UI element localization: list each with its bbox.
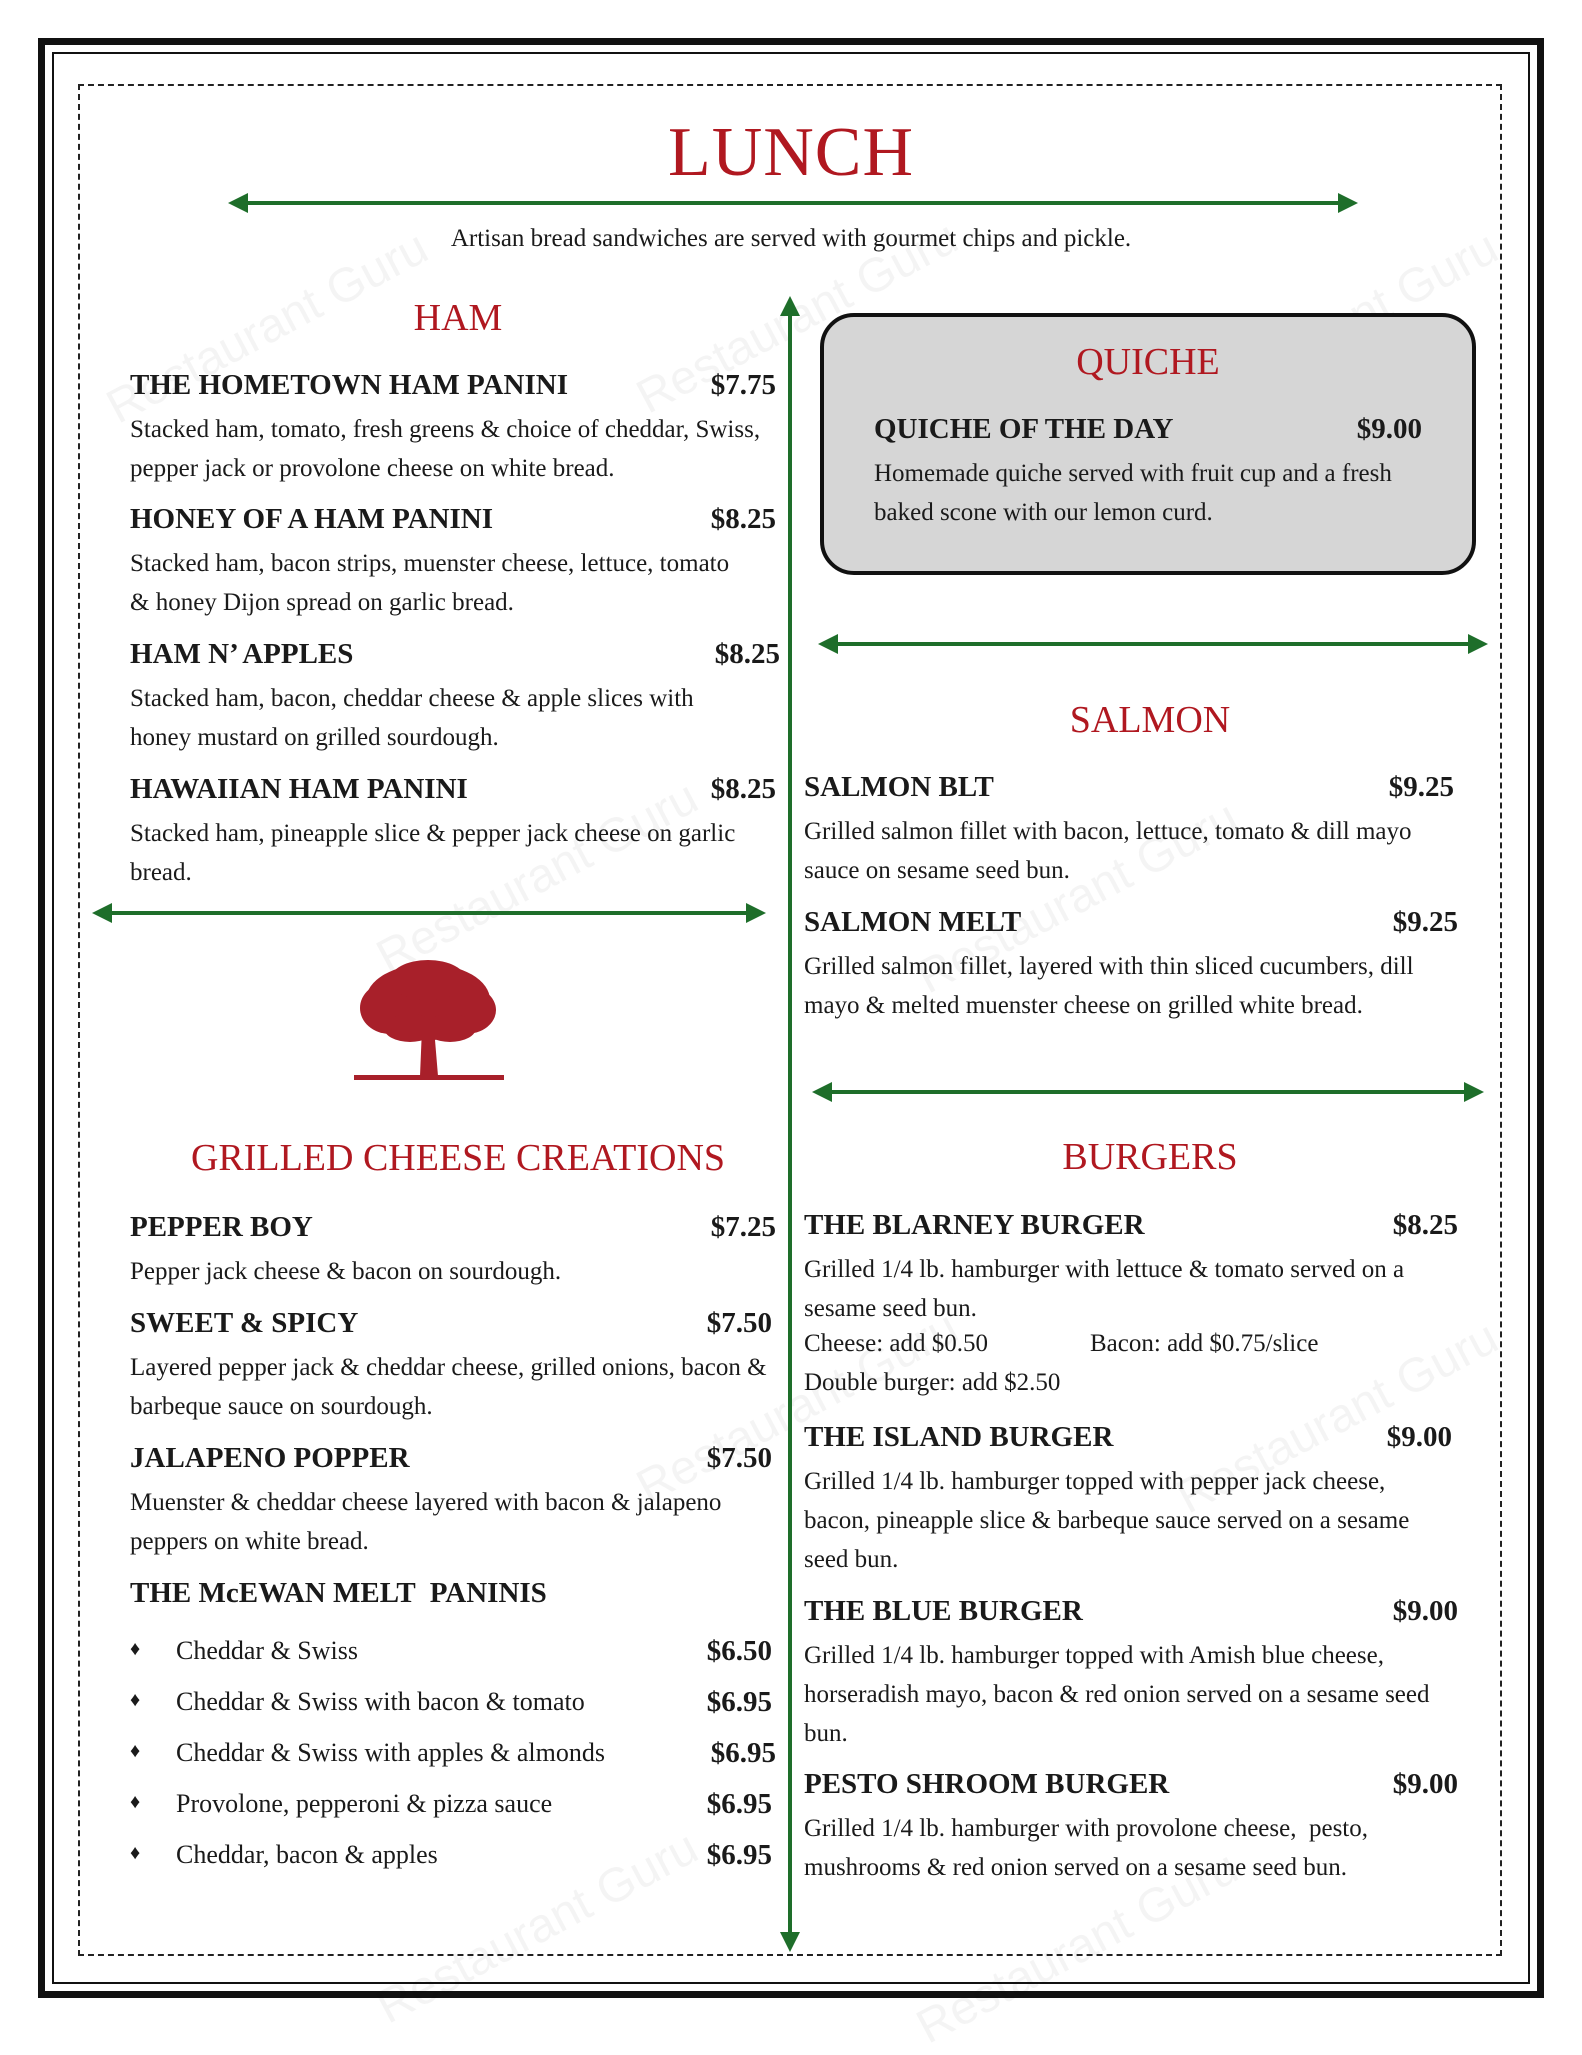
- item-name: QUICHE OF THE DAY: [874, 413, 1174, 445]
- item-price: $7.25: [710, 1211, 776, 1243]
- item-name: HAWAIIAN HAM PANINI: [130, 773, 468, 805]
- item-description: Stacked ham, bacon, cheddar cheese & apple slices with honey mustard on grilled sourdough.: [130, 685, 694, 751]
- diamond-bullet-icon: ♦: [130, 1740, 141, 1762]
- item-description: Pepper jack cheese & bacon on sourdough.: [130, 1258, 562, 1285]
- page-subtitle: Artisan bread sandwiches are served with gourmet chips and pickle.: [450, 225, 1132, 252]
- item-price: $8.25: [710, 773, 776, 805]
- menu-item: [804, 1767, 1458, 1887]
- panini-option-price: $6.95: [706, 1839, 772, 1871]
- item-description: Homemade quiche served with fruit cup and a fresh baked scone with our lemon curd.: [874, 460, 1392, 526]
- panini-option: [130, 1787, 772, 1827]
- item-price: $9.00: [1386, 1421, 1452, 1453]
- item-description: Grilled 1/4 lb. hamburger with provolone cheese, pesto, mushrooms & red onion served on a sesame seed bun.: [804, 1815, 1375, 1881]
- panini-option: [130, 1685, 772, 1725]
- item-description: Stacked ham, pineapple slice & pepper jack cheese on garlic bread.: [130, 820, 736, 886]
- item-name: SALMON MELT: [804, 906, 1022, 938]
- salmon-section-title: SALMON: [1069, 699, 1231, 741]
- item-name: THE BLUE BURGER: [804, 1595, 1083, 1627]
- diamond-bullet-icon: ♦: [130, 1791, 141, 1813]
- item-price: $9.00: [1356, 413, 1422, 445]
- item-price: $8.25: [1392, 1209, 1458, 1241]
- item-price: $9.25: [1392, 906, 1458, 938]
- item-description: Stacked ham, tomato, fresh greens & choice of cheddar, Swiss, pepper jack or provolone cheese on white bread.: [130, 416, 761, 482]
- item-name: SWEET & SPICY: [130, 1307, 359, 1339]
- burgers-section-title: BURGERS: [1062, 1136, 1238, 1178]
- panini-option-price: $6.95: [706, 1686, 772, 1718]
- item-name: THE HOMETOWN HAM PANINI: [130, 369, 568, 401]
- item-name: PEPPER BOY: [130, 1211, 313, 1243]
- menu-item: [130, 637, 780, 757]
- menu-item: [130, 1210, 776, 1290]
- menu-item: [130, 1441, 772, 1561]
- item-description: Layered pepper jack & cheddar cheese, grilled onions, bacon & barbeque sauce on sourdough.: [130, 1354, 767, 1420]
- menu-item: [804, 1208, 1458, 1328]
- item-description: Muenster & cheddar cheese layered with bacon & jalapeno peppers on white bread.: [130, 1489, 722, 1555]
- panini-option-label: Cheddar & Swiss: [176, 1636, 358, 1665]
- panini-option-label: Provolone, pepperoni & pizza sauce: [176, 1789, 553, 1818]
- blarney-double-addon: Double burger: add $2.50: [804, 1369, 1061, 1396]
- item-price: $9.25: [1388, 771, 1454, 803]
- menu-item: [130, 772, 776, 892]
- item-name: THE BLARNEY BURGER: [804, 1209, 1145, 1241]
- item-price: $7.75: [710, 369, 776, 401]
- panini-option: [130, 1634, 772, 1674]
- panini-option-label: Cheddar & Swiss with bacon & tomato: [176, 1687, 585, 1716]
- menu-item: [804, 770, 1454, 890]
- item-price: $9.00: [1392, 1595, 1458, 1627]
- page-title: LUNCH: [667, 114, 915, 191]
- diamond-bullet-icon: ♦: [130, 1689, 141, 1711]
- menu-item: [130, 368, 776, 488]
- menu-item: [804, 1420, 1452, 1580]
- panini-option-label: Cheddar, bacon & apples: [176, 1840, 438, 1869]
- item-name: SALMON BLT: [804, 771, 994, 803]
- item-name: THE ISLAND BURGER: [804, 1421, 1114, 1453]
- item-name: HONEY OF A HAM PANINI: [130, 503, 494, 535]
- item-description: Stacked ham, bacon strips, muenster cheese, lettuce, tomato & honey Dijon spread on garlic bread.: [130, 550, 730, 616]
- item-price: $8.25: [710, 503, 776, 535]
- ham-section-title: HAM: [413, 297, 503, 339]
- item-price: $9.00: [1392, 1768, 1458, 1800]
- panini-option: [130, 1838, 772, 1878]
- panini-option-price: $6.50: [706, 1635, 772, 1667]
- item-description: Grilled 1/4 lb. hamburger with lettuce & tomato served on a sesame seed bun.: [804, 1256, 1405, 1322]
- menu-item: [804, 905, 1458, 1065]
- menu-item: [874, 412, 1422, 532]
- blarney-cheese-addon: Cheese: add $0.50: [804, 1330, 988, 1357]
- diamond-bullet-icon: ♦: [130, 1638, 141, 1660]
- item-price: $7.50: [706, 1442, 772, 1474]
- panini-option-label: Cheddar & Swiss with apples & almonds: [176, 1738, 605, 1767]
- quiche-section-title: QUICHE: [1076, 341, 1220, 383]
- item-description: Grilled salmon fillet with bacon, lettuce, tomato & dill mayo sauce on sesame seed bun.: [804, 818, 1412, 884]
- item-name: JALAPENO POPPER: [130, 1442, 410, 1474]
- tree-logo: [350, 958, 510, 1088]
- menu-item: [130, 502, 776, 622]
- menu-item: [130, 1306, 772, 1426]
- grilled-cheese-section-title: GRILLED CHEESE CREATIONS: [190, 1137, 726, 1179]
- item-name: HAM N’ APPLES: [130, 638, 354, 670]
- item-name: PESTO SHROOM BURGER: [804, 1768, 1170, 1800]
- item-price: $8.25: [714, 638, 780, 670]
- blarney-bacon-addon: Bacon: add $0.75/slice: [1090, 1330, 1319, 1357]
- item-description: Grilled salmon fillet, layered with thin sliced cucumbers, dill mayo & melted muenster cheese on grilled white bread.: [804, 953, 1414, 1019]
- menu-item: [804, 1594, 1458, 1754]
- panini-option: [130, 1736, 776, 1776]
- item-description: Grilled 1/4 lb. hamburger topped with pepper jack cheese, bacon, pineapple slice & barbeque sauce served on a sesame seed bun.: [804, 1468, 1410, 1573]
- item-description: Grilled 1/4 lb. hamburger topped with Amish blue cheese, horseradish mayo, bacon & red onion served on a sesame seed bun.: [804, 1642, 1430, 1747]
- panini-option-price: $6.95: [706, 1788, 772, 1820]
- mcewan-melt-title: THE McEWAN MELT PANINIS: [130, 1577, 547, 1609]
- diamond-bullet-icon: ♦: [130, 1842, 141, 1864]
- panini-option-price: $6.95: [710, 1737, 776, 1769]
- item-price: $7.50: [706, 1307, 772, 1339]
